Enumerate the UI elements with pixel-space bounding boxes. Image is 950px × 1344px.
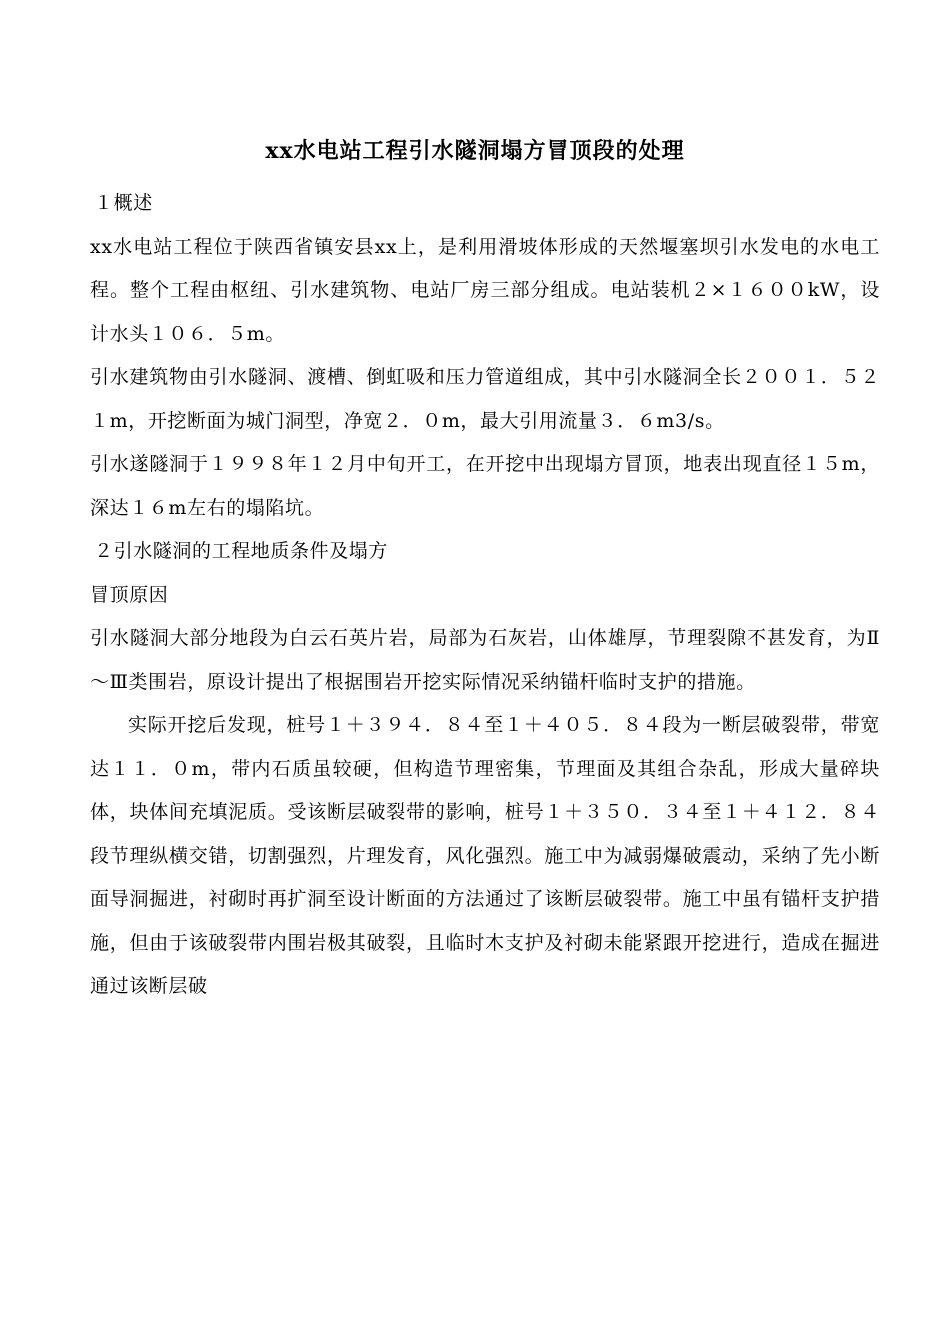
paragraph-water-diversion-structures: 引水建筑物由引水隧洞、渡槽、倒虹吸和压力管道组成，其中引水隧洞全长２００１．５２１m，开挖断面为城门洞型，净宽２．０m，最大引用流量３．６m3/s。 [90, 366, 880, 432]
paragraph-tunnel-geology: 引水隧洞大部分地段为白云石英片岩，局部为石灰岩，山体雄厚，节理裂隙不甚发育，为Ⅱ～Ⅲ类围岩，原设计提出了根据围岩开挖实际情况采纳锚杆临时支护的措施。 [90, 627, 880, 693]
section-subheading-collapse-cause: 冒顶原因 [90, 583, 169, 606]
document-body [90, 182, 880, 1009]
section-heading-geology: ２引水隧洞的工程地质条件及塌方 [94, 540, 389, 562]
paragraph-fault-zone: 实际开挖后发现，桩号１＋３９４．８４至１＋４０５．８４段为一断层破裂带，带宽达１１．０m，带内石质虽较硬，但构造节理密集，节理面及其组合杂乱，形成大量碎块体，块体间充填泥质。受该断层破裂带的影响，桩号１＋３５０．３４至１＋４１２．８４段节理纵横交错，切割强烈，片理发育，风化强烈。施工中为减弱爆破震动，采纳了先小断面导洞掘进，衬砌时再扩洞至设计断面的方法通过了该断层破裂带。施工中虽有锚杆支护措施，但由于该破裂带内围岩极其破裂，且临时木支护及衬砌未能紧跟开挖进行，造成在掘进通过该断层破 [90, 714, 880, 997]
document-title: xx水电站工程引水隧洞塌方冒顶段的处理 [265, 138, 685, 164]
section-heading-overview: １概述 [94, 192, 153, 214]
paragraph-project-overview: xx水电站工程位于陕西省镇安县xx上，是利用滑坡体形成的天然堰塞坝引水发电的水电工程。整个工程由枢纽、引水建筑物、电站厂房三部分组成。电站装机２×１６００kW，设计水头１０６．５m。 [90, 235, 880, 345]
paragraph-tunnel-collapse: 引水遂隧洞于１９９８年１２月中旬开工，在开挖中出现塌方冒顶，地表出现直径１５m，深达１６m左右的塌陷坑。 [90, 453, 880, 519]
